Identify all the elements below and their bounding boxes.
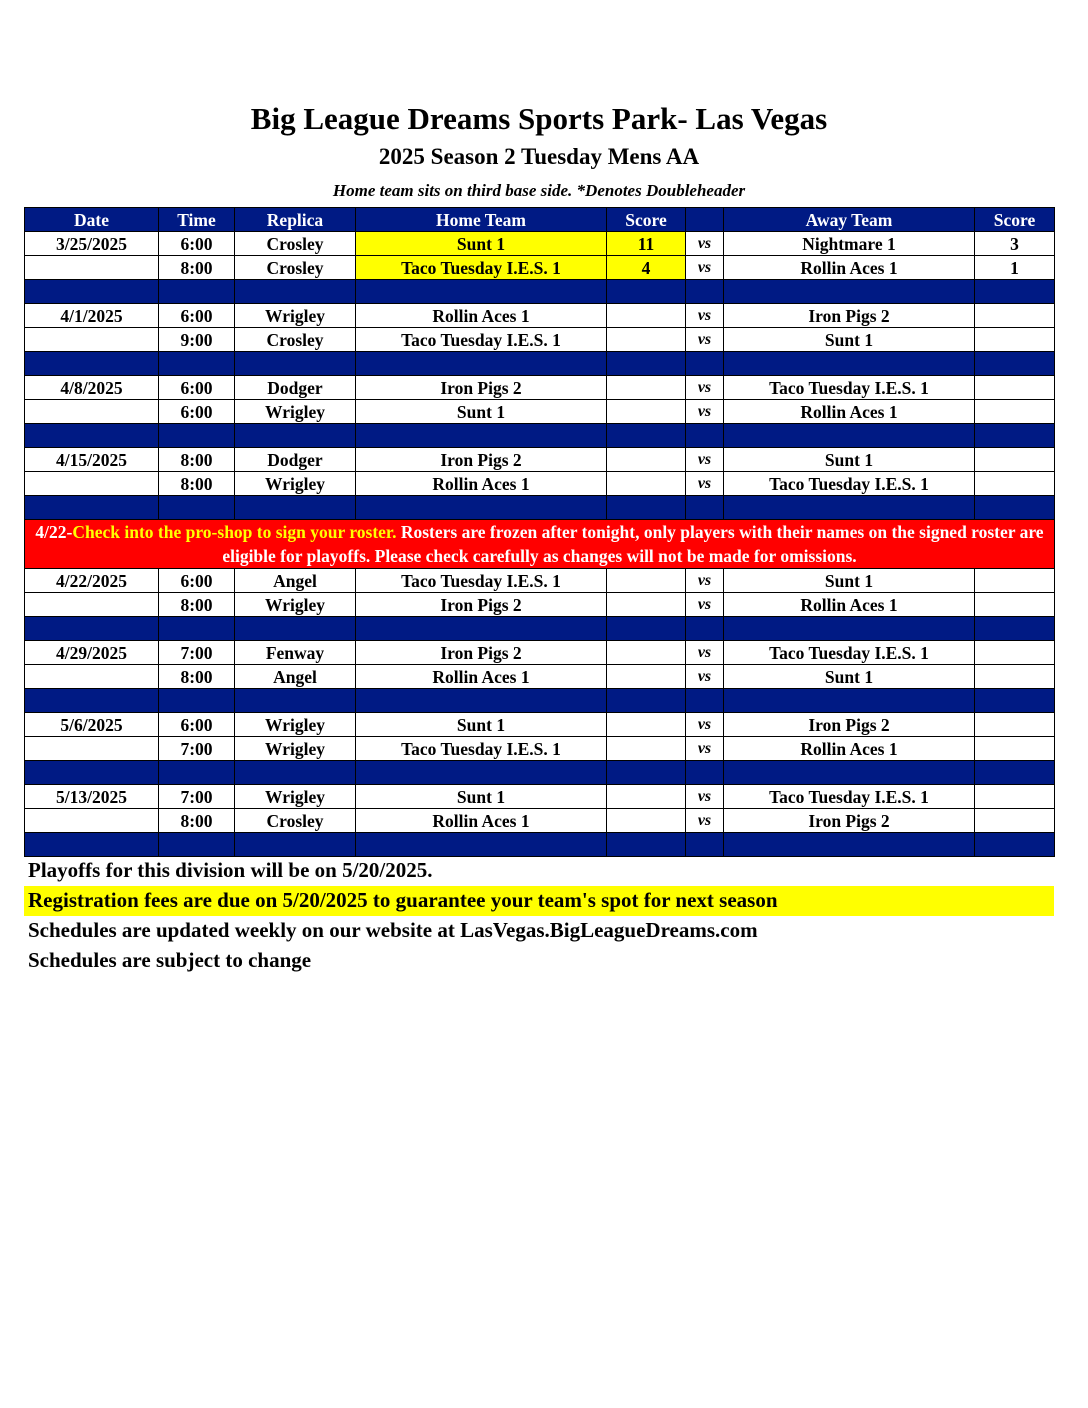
separator-cell: [607, 496, 686, 520]
away-team-cell: Iron Pigs 2: [724, 809, 975, 833]
separator-cell: [356, 352, 607, 376]
away-score-cell: [975, 376, 1055, 400]
separator-cell: [235, 761, 356, 785]
away-score-cell: [975, 713, 1055, 737]
vs-cell: vs: [686, 737, 724, 761]
separator-cell: [686, 617, 724, 641]
separator-cell: [159, 617, 235, 641]
header-away-score: Score: [975, 208, 1055, 232]
replica-cell: Wrigley: [235, 400, 356, 424]
home-score-cell: [607, 809, 686, 833]
away-team-cell: Rollin Aces 1: [724, 400, 975, 424]
away-score-cell: [975, 328, 1055, 352]
game-row: [25, 376, 1055, 400]
separator-cell: [686, 761, 724, 785]
date-cell: [25, 256, 159, 280]
header-replica: Replica: [235, 208, 356, 232]
date-cell: 4/22/2025: [25, 569, 159, 593]
separator-cell: [724, 617, 975, 641]
away-team-cell: Iron Pigs 2: [724, 713, 975, 737]
home-score-cell: [607, 785, 686, 809]
time-cell: 8:00: [159, 256, 235, 280]
vs-cell: vs: [686, 809, 724, 833]
separator-cell: [975, 352, 1055, 376]
separator-cell: [975, 761, 1055, 785]
game-row: [25, 785, 1055, 809]
home-score-cell: [607, 641, 686, 665]
vs-cell: vs: [686, 400, 724, 424]
separator-cell: [975, 496, 1055, 520]
separator-row: [25, 689, 1055, 713]
vs-cell: vs: [686, 593, 724, 617]
home-team-cell: Iron Pigs 2: [356, 376, 607, 400]
separator-cell: [724, 496, 975, 520]
replica-cell: Wrigley: [235, 472, 356, 496]
separator-cell: [724, 424, 975, 448]
header-vs: [686, 208, 724, 232]
replica-cell: Wrigley: [235, 593, 356, 617]
separator-row: [25, 280, 1055, 304]
time-cell: 7:00: [159, 785, 235, 809]
separator-row: [25, 424, 1055, 448]
separator-cell: [159, 280, 235, 304]
away-score-cell: 1: [975, 256, 1055, 280]
replica-cell: Fenway: [235, 641, 356, 665]
game-row: [25, 400, 1055, 424]
separator-cell: [159, 496, 235, 520]
separator-cell: [356, 761, 607, 785]
date-cell: 5/6/2025: [25, 713, 159, 737]
away-score-cell: [975, 737, 1055, 761]
separator-cell: [159, 689, 235, 713]
separator-cell: [25, 689, 159, 713]
home-score-cell: 11: [607, 232, 686, 256]
date-cell: [25, 328, 159, 352]
separator-cell: [235, 352, 356, 376]
vs-cell: vs: [686, 304, 724, 328]
separator-cell: [724, 833, 975, 857]
game-row: [25, 593, 1055, 617]
separator-cell: [686, 424, 724, 448]
header-date: Date: [25, 208, 159, 232]
date-cell: [25, 665, 159, 689]
schedule-table: [24, 207, 1055, 857]
replica-cell: Wrigley: [235, 737, 356, 761]
away-team-cell: Rollin Aces 1: [724, 737, 975, 761]
separator-cell: [235, 689, 356, 713]
header-time: Time: [159, 208, 235, 232]
game-row: [25, 665, 1055, 689]
game-row: [25, 737, 1055, 761]
date-cell: [25, 593, 159, 617]
separator-cell: [975, 833, 1055, 857]
game-row: [25, 256, 1055, 280]
home-team-cell: Sunt 1: [356, 713, 607, 737]
separator-cell: [235, 496, 356, 520]
time-cell: 6:00: [159, 304, 235, 328]
separator-cell: [724, 352, 975, 376]
date-cell: 4/1/2025: [25, 304, 159, 328]
time-cell: 6:00: [159, 400, 235, 424]
roster-notice-highlight: Check into the pro-shop to sign your roster.: [72, 522, 397, 542]
roster-notice: [25, 520, 1055, 569]
home-score-cell: [607, 713, 686, 737]
roster-notice-row: [25, 520, 1055, 569]
away-team-cell: Sunt 1: [724, 448, 975, 472]
away-team-cell: Rollin Aces 1: [724, 593, 975, 617]
separator-cell: [607, 761, 686, 785]
separator-cell: [724, 689, 975, 713]
website-note: Schedules are updated weekly on our website at LasVegas.BigLeagueDreams.com: [28, 918, 758, 942]
separator-cell: [975, 280, 1055, 304]
separator-row: [25, 761, 1055, 785]
home-team-cell: Rollin Aces 1: [356, 304, 607, 328]
separator-cell: [607, 689, 686, 713]
separator-cell: [159, 424, 235, 448]
time-cell: 9:00: [159, 328, 235, 352]
home-score-cell: [607, 376, 686, 400]
away-score-cell: [975, 593, 1055, 617]
time-cell: 8:00: [159, 809, 235, 833]
replica-cell: Crosley: [235, 328, 356, 352]
time-cell: 8:00: [159, 448, 235, 472]
home-team-cell: Rollin Aces 1: [356, 472, 607, 496]
home-score-cell: [607, 569, 686, 593]
time-cell: 8:00: [159, 593, 235, 617]
replica-cell: Crosley: [235, 809, 356, 833]
home-team-cell: Sunt 1: [356, 232, 607, 256]
vs-cell: vs: [686, 328, 724, 352]
roster-notice-text: Rosters are frozen after tonight, only players with their names on the signed roster are eligible for playoffs. Please check carefully as changes will not be made for omissions.: [222, 522, 1044, 566]
home-score-cell: [607, 304, 686, 328]
away-team-cell: Taco Tuesday I.E.S. 1: [724, 472, 975, 496]
game-row: [25, 641, 1055, 665]
replica-cell: Wrigley: [235, 713, 356, 737]
home-score-cell: [607, 737, 686, 761]
game-row: [25, 713, 1055, 737]
away-score-cell: [975, 665, 1055, 689]
home-team-cell: Sunt 1: [356, 785, 607, 809]
away-team-cell: Sunt 1: [724, 665, 975, 689]
away-team-cell: Rollin Aces 1: [724, 256, 975, 280]
home-team-cell: Rollin Aces 1: [356, 665, 607, 689]
separator-cell: [25, 617, 159, 641]
roster-notice-date: 4/22-: [35, 522, 73, 542]
separator-cell: [356, 833, 607, 857]
away-team-cell: Sunt 1: [724, 569, 975, 593]
separator-cell: [607, 424, 686, 448]
away-score-cell: [975, 472, 1055, 496]
separator-cell: [25, 280, 159, 304]
home-team-cell: Taco Tuesday I.E.S. 1: [356, 569, 607, 593]
separator-cell: [356, 424, 607, 448]
separator-cell: [975, 424, 1055, 448]
header-home-score: Score: [607, 208, 686, 232]
separator-cell: [356, 617, 607, 641]
separator-cell: [356, 496, 607, 520]
header-away-team: Away Team: [724, 208, 975, 232]
replica-cell: Crosley: [235, 256, 356, 280]
replica-cell: Crosley: [235, 232, 356, 256]
table-header-row: [25, 208, 1055, 232]
home-team-cell: Iron Pigs 2: [356, 448, 607, 472]
separator-cell: [607, 352, 686, 376]
away-team-cell: Taco Tuesday I.E.S. 1: [724, 641, 975, 665]
date-cell: 3/25/2025: [25, 232, 159, 256]
game-row: [25, 809, 1055, 833]
time-cell: 6:00: [159, 713, 235, 737]
game-row: [25, 304, 1055, 328]
separator-row: [25, 833, 1055, 857]
replica-cell: Dodger: [235, 376, 356, 400]
game-row: [25, 328, 1055, 352]
home-team-cell: Taco Tuesday I.E.S. 1: [356, 256, 607, 280]
time-cell: 6:00: [159, 232, 235, 256]
schedule-body: [25, 232, 1055, 857]
replica-cell: Angel: [235, 665, 356, 689]
separator-cell: [25, 761, 159, 785]
home-score-cell: [607, 448, 686, 472]
separator-cell: [724, 280, 975, 304]
home-team-cell: Rollin Aces 1: [356, 809, 607, 833]
separator-cell: [356, 280, 607, 304]
separator-cell: [25, 424, 159, 448]
date-cell: 4/15/2025: [25, 448, 159, 472]
home-score-cell: [607, 665, 686, 689]
vs-cell: vs: [686, 641, 724, 665]
date-cell: 5/13/2025: [25, 785, 159, 809]
time-cell: 7:00: [159, 641, 235, 665]
date-cell: [25, 737, 159, 761]
separator-cell: [235, 424, 356, 448]
home-team-note: Home team sits on third base side. *Denotes Doubleheader: [332, 181, 746, 200]
time-cell: 8:00: [159, 665, 235, 689]
separator-cell: [686, 689, 724, 713]
home-score-cell: 4: [607, 256, 686, 280]
time-cell: 8:00: [159, 472, 235, 496]
separator-row: [25, 617, 1055, 641]
home-score-cell: [607, 472, 686, 496]
away-score-cell: [975, 400, 1055, 424]
separator-cell: [235, 833, 356, 857]
home-team-cell: Taco Tuesday I.E.S. 1: [356, 328, 607, 352]
separator-cell: [159, 761, 235, 785]
separator-cell: [235, 617, 356, 641]
vs-cell: vs: [686, 713, 724, 737]
away-score-cell: [975, 304, 1055, 328]
home-team-cell: Iron Pigs 2: [356, 593, 607, 617]
vs-cell: vs: [686, 569, 724, 593]
separator-cell: [686, 280, 724, 304]
away-team-cell: Iron Pigs 2: [724, 304, 975, 328]
separator-cell: [607, 280, 686, 304]
separator-cell: [25, 352, 159, 376]
date-cell: 4/29/2025: [25, 641, 159, 665]
separator-cell: [356, 689, 607, 713]
time-cell: 7:00: [159, 737, 235, 761]
separator-row: [25, 352, 1055, 376]
vs-cell: vs: [686, 665, 724, 689]
replica-cell: Angel: [235, 569, 356, 593]
page-title: Big League Dreams Sports Park- Las Vegas: [250, 101, 828, 136]
game-row: [25, 448, 1055, 472]
game-row: [25, 232, 1055, 256]
separator-row: [25, 496, 1055, 520]
date-cell: 4/8/2025: [25, 376, 159, 400]
separator-cell: [975, 617, 1055, 641]
date-cell: [25, 809, 159, 833]
separator-cell: [607, 833, 686, 857]
footer-notes: [24, 856, 1054, 976]
separator-cell: [686, 352, 724, 376]
header-home-team: Home Team: [356, 208, 607, 232]
vs-cell: vs: [686, 256, 724, 280]
home-team-cell: Sunt 1: [356, 400, 607, 424]
time-cell: 6:00: [159, 376, 235, 400]
date-cell: [25, 400, 159, 424]
date-cell: [25, 472, 159, 496]
home-score-cell: [607, 328, 686, 352]
game-row: [25, 472, 1055, 496]
away-score-cell: [975, 448, 1055, 472]
home-team-cell: Iron Pigs 2: [356, 641, 607, 665]
separator-cell: [25, 496, 159, 520]
away-team-cell: Taco Tuesday I.E.S. 1: [724, 376, 975, 400]
separator-cell: [724, 761, 975, 785]
separator-cell: [686, 833, 724, 857]
vs-cell: vs: [686, 448, 724, 472]
away-team-cell: Taco Tuesday I.E.S. 1: [724, 785, 975, 809]
vs-cell: vs: [686, 472, 724, 496]
replica-cell: Dodger: [235, 448, 356, 472]
separator-cell: [159, 352, 235, 376]
time-cell: 6:00: [159, 569, 235, 593]
separator-cell: [607, 617, 686, 641]
away-score-cell: [975, 641, 1055, 665]
subject-to-change-note: Schedules are subject to change: [28, 948, 312, 972]
registration-note: Registration fees are due on 5/20/2025 to guarantee your team's spot for next season: [24, 886, 1054, 916]
away-score-cell: [975, 569, 1055, 593]
away-score-cell: [975, 809, 1055, 833]
replica-cell: Wrigley: [235, 304, 356, 328]
vs-cell: vs: [686, 785, 724, 809]
separator-cell: [975, 689, 1055, 713]
vs-cell: vs: [686, 376, 724, 400]
separator-cell: [159, 833, 235, 857]
home-score-cell: [607, 400, 686, 424]
separator-cell: [235, 280, 356, 304]
home-team-cell: Taco Tuesday I.E.S. 1: [356, 737, 607, 761]
game-row: [25, 569, 1055, 593]
separator-cell: [25, 833, 159, 857]
away-score-cell: 3: [975, 232, 1055, 256]
vs-cell: vs: [686, 232, 724, 256]
playoffs-note: Playoffs for this division will be on 5/20/2025.: [28, 858, 433, 882]
separator-cell: [686, 496, 724, 520]
away-team-cell: Nightmare 1: [724, 232, 975, 256]
away-team-cell: Sunt 1: [724, 328, 975, 352]
replica-cell: Wrigley: [235, 785, 356, 809]
away-score-cell: [975, 785, 1055, 809]
home-score-cell: [607, 593, 686, 617]
page-subtitle: 2025 Season 2 Tuesday Mens AA: [378, 144, 700, 169]
